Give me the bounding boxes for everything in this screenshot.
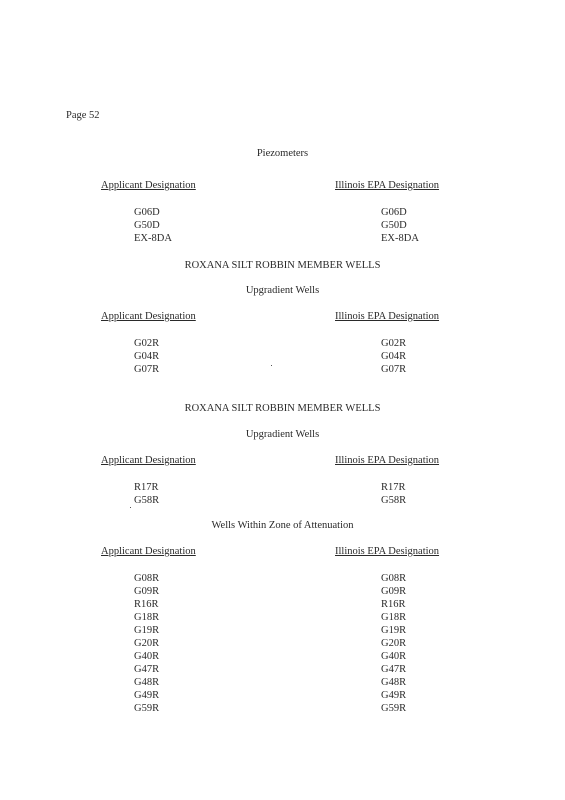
list-item: G59R <box>134 703 160 714</box>
list-item: R16R <box>134 599 159 610</box>
list-item: G04R <box>134 351 160 362</box>
page-number: Page 52 <box>66 110 100 121</box>
list-item: G58R <box>134 495 160 506</box>
list-item: G40R <box>134 651 160 662</box>
section-title-roxana-silt-robbin-member-wells: ROXANA SILT ROBBIN MEMBER WELLS <box>184 403 381 414</box>
list-item: G48R <box>381 677 407 688</box>
applicant-designation-header: Applicant Designation <box>101 546 196 557</box>
list-item: G02R <box>381 338 407 349</box>
illinois-epa-designation-header: Illinois EPA Designation <box>335 546 440 557</box>
section-title-roxana-silt-robbin-member-wells: ROXANA SILT ROBBIN MEMBER WELLS <box>184 260 381 271</box>
list-item: G07R <box>134 364 160 375</box>
illinois-epa-designation-header: Illinois EPA Designation <box>335 311 440 322</box>
applicant-designation-list <box>134 337 159 376</box>
illinois-epa-designation-list <box>381 481 406 507</box>
section-subtitle-upgradient-wells: Upgradient Wells <box>245 285 320 296</box>
list-item: G19R <box>134 625 160 636</box>
list-item: G50D <box>381 220 407 231</box>
list-item: G18R <box>134 612 160 623</box>
scan-speck <box>130 507 131 508</box>
list-item: G06D <box>134 207 160 218</box>
list-item: EX-8DA <box>134 233 172 244</box>
list-item: G50D <box>134 220 160 231</box>
applicant-designation-header: Applicant Designation <box>101 311 196 322</box>
illinois-epa-designation-list <box>381 337 406 376</box>
list-item: G48R <box>134 677 160 688</box>
list-item: G08R <box>381 573 407 584</box>
applicant-designation-header: Applicant Designation <box>101 180 196 191</box>
list-item: R17R <box>134 482 159 493</box>
list-item: G47R <box>381 664 407 675</box>
section-title-piezometers: Piezometers <box>256 148 309 159</box>
list-item: G07R <box>381 364 407 375</box>
list-item: G06D <box>381 207 407 218</box>
illinois-epa-designation-header: Illinois EPA Designation <box>335 455 440 466</box>
list-item: G47R <box>134 664 160 675</box>
list-item: G59R <box>381 703 407 714</box>
list-item: G02R <box>134 338 160 349</box>
section-title-wells-within-zone-of-attenuation: Wells Within Zone of Attenuation <box>211 520 354 531</box>
section-subtitle-upgradient-wells: Upgradient Wells <box>245 429 320 440</box>
applicant-designation-list <box>134 481 159 507</box>
applicant-designation-header: Applicant Designation <box>101 455 196 466</box>
illinois-epa-designation-list <box>381 572 406 715</box>
list-item: G08R <box>134 573 160 584</box>
list-item: G40R <box>381 651 407 662</box>
list-item: R17R <box>381 482 406 493</box>
list-item: G20R <box>381 638 407 649</box>
applicant-designation-list <box>134 572 159 715</box>
list-item: R16R <box>381 599 406 610</box>
list-item: G58R <box>381 495 407 506</box>
illinois-epa-designation-list <box>381 206 419 245</box>
list-item: G09R <box>381 586 407 597</box>
scan-speck <box>271 365 272 366</box>
list-item: G49R <box>134 690 160 701</box>
list-item: G49R <box>381 690 407 701</box>
list-item: G18R <box>381 612 407 623</box>
list-item: G04R <box>381 351 407 362</box>
list-item: G09R <box>134 586 160 597</box>
illinois-epa-designation-header: Illinois EPA Designation <box>335 180 440 191</box>
list-item: EX-8DA <box>381 233 419 244</box>
list-item: G20R <box>134 638 160 649</box>
applicant-designation-list <box>134 206 172 245</box>
list-item: G19R <box>381 625 407 636</box>
